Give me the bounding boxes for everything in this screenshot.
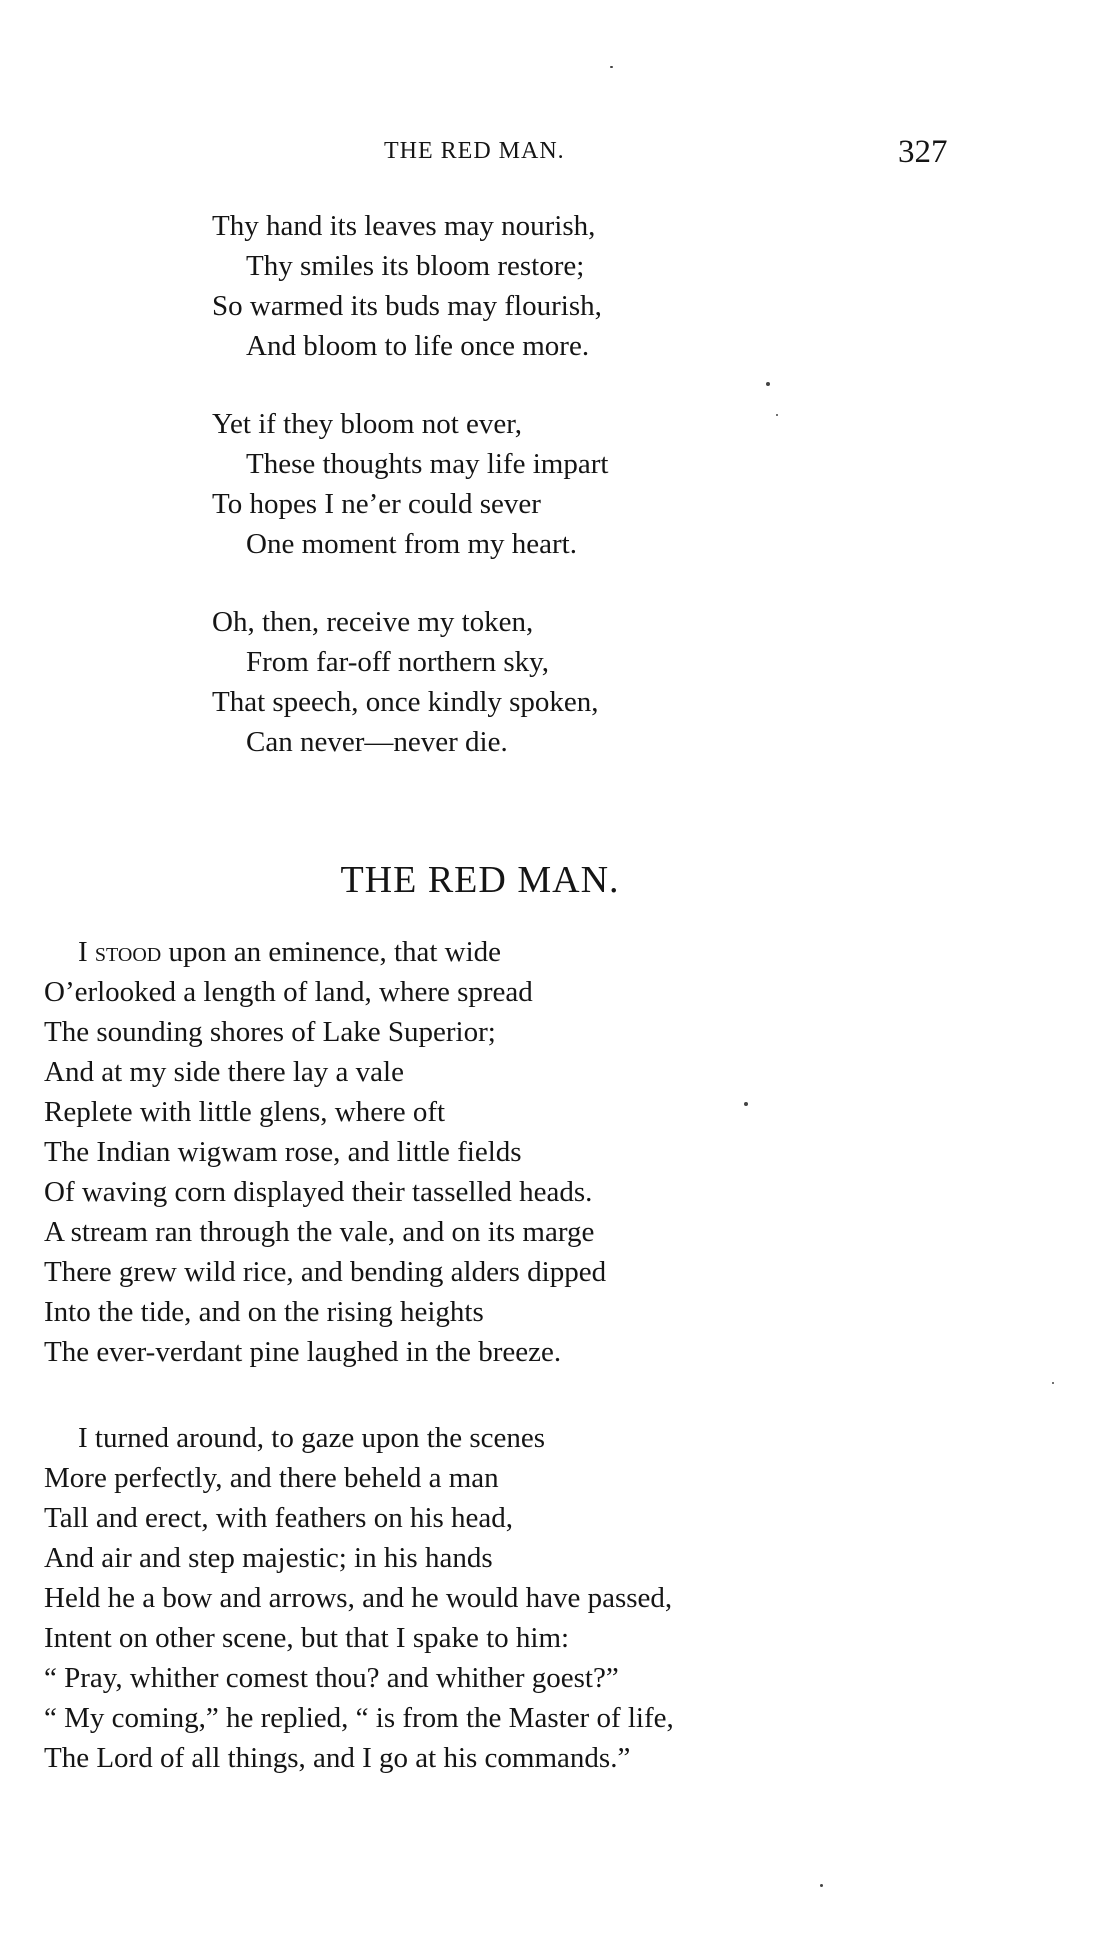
poem-line: The Indian wigwam rose, and little fields (44, 1136, 522, 1168)
poem-line: Tall and erect, with feathers on his head, (44, 1502, 514, 1534)
poem-line: Replete with little glens, where oft (44, 1096, 446, 1128)
poem-line: The Lord of all things, and I go at his commands.” (44, 1742, 631, 1774)
poem-line: These thoughts may life impart (246, 448, 609, 480)
paper-speck (776, 414, 778, 416)
poem-line: Of waving corn displayed their tasselled heads. (44, 1176, 593, 1208)
opening-line-rest: upon an eminence, that wide (161, 936, 502, 968)
poem-line: Thy hand its leaves may nourish, (212, 210, 596, 242)
poem-line: One moment from my heart. (246, 528, 577, 560)
poem-line: “ Pray, whither comest thou? and whither goest?” (44, 1662, 619, 1694)
running-head (0, 134, 1105, 174)
poem-line: That speech, once kindly spoken, (212, 686, 599, 718)
paper-speck (1052, 1382, 1054, 1384)
poem-line: Oh, then, receive my token, (212, 606, 534, 638)
stanza-2 (212, 404, 912, 564)
poem-line: O’erlooked a length of land, where spread (44, 976, 533, 1008)
poem-line: And air and step majestic; in his hands (44, 1542, 493, 1574)
opening-words: I stood (78, 936, 162, 968)
poem-line: Held he a bow and arrows, and he would have passed, (44, 1582, 673, 1614)
poem-line: Thy smiles its bloom restore; (246, 250, 585, 282)
paper-speck (610, 66, 613, 68)
poem-line (44, 932, 1044, 972)
running-title: THE RED MAN. (384, 138, 565, 164)
stanza-1 (44, 932, 1044, 1372)
poem-line: And bloom to life once more. (246, 330, 590, 362)
poem-line: The ever-verdant pine laughed in the breeze. (44, 1336, 562, 1368)
paper-speck (744, 1102, 748, 1106)
poem-line: Intent on other scene, but that I spake to him: (44, 1622, 570, 1654)
poem-line: Yet if they bloom not ever, (212, 408, 523, 440)
poem-line: And at my side there lay a vale (44, 1056, 404, 1088)
poem-continuation (212, 206, 912, 800)
poem-line: So warmed its buds may flourish, (212, 290, 602, 322)
poem-line: To hopes I ne’er could sever (212, 488, 541, 520)
stanza-2 (44, 1418, 1044, 1778)
stanza-3 (212, 602, 912, 762)
poem-line: More perfectly, and there beheld a man (44, 1462, 499, 1494)
poem-line: A stream ran through the vale, and on its marge (44, 1216, 595, 1248)
poem-title: THE RED MAN. (340, 859, 620, 901)
paper-speck (766, 382, 770, 386)
poem-body (44, 932, 1044, 1824)
poem-line: Into the tide, and on the rising heights (44, 1296, 484, 1328)
stanza-1 (212, 206, 912, 366)
paper-speck (820, 1884, 823, 1887)
poem-line: From far-off northern sky, (246, 646, 550, 678)
poem-line: There grew wild rice, and bending alders dipped (44, 1256, 607, 1288)
page-number: 327 (898, 134, 948, 170)
poem-line: The sounding shores of Lake Superior; (44, 1016, 496, 1048)
poem-line: “ My coming,” he replied, “ is from the Master of life, (44, 1702, 674, 1734)
poem-line: I turned around, to gaze upon the scenes (78, 1422, 546, 1454)
poem-line: Can never—never die. (246, 726, 508, 758)
